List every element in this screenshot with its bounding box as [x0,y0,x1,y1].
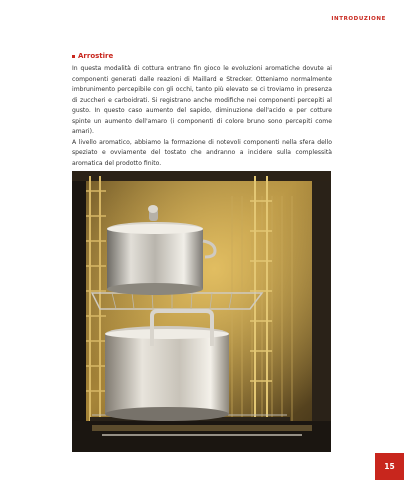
square-bullet-icon [72,55,75,58]
oven-photo [72,171,331,452]
paragraph-1: In questa modalità di cottura entrano fin gioco le evoluzioni aromatiche dovute ai componenti generati dalle reazioni di Maillard e Strecker. Otteniamo normalmente imbrunimento percepibile con gli occhi, tanto più elevato se ci troviamo in presenza di zuccheri e carboidrati. Si registrano anche modifiche nei componenti percepiti al gusto. In questo caso aumento del sapido, diminuzione dell'acido e per cotture spinte un aumento dell'amaro (i componenti di colore bruno sono percepiti come amari). [72,65,332,135]
running-head: INTRODUZIONE [331,16,386,22]
section-heading [72,52,332,60]
section-arrostire [72,52,332,169]
page-number-badge: 15 [375,453,404,480]
section-heading-text: Arrostire [78,52,114,60]
paragraph-2: A livello aromatico, abbiamo la formazione di notevoli componenti nella sfera dello speziato e ovviamente del tostato che andranno a incidere sulla complessità aromatica del prodotto finito. [72,138,332,167]
